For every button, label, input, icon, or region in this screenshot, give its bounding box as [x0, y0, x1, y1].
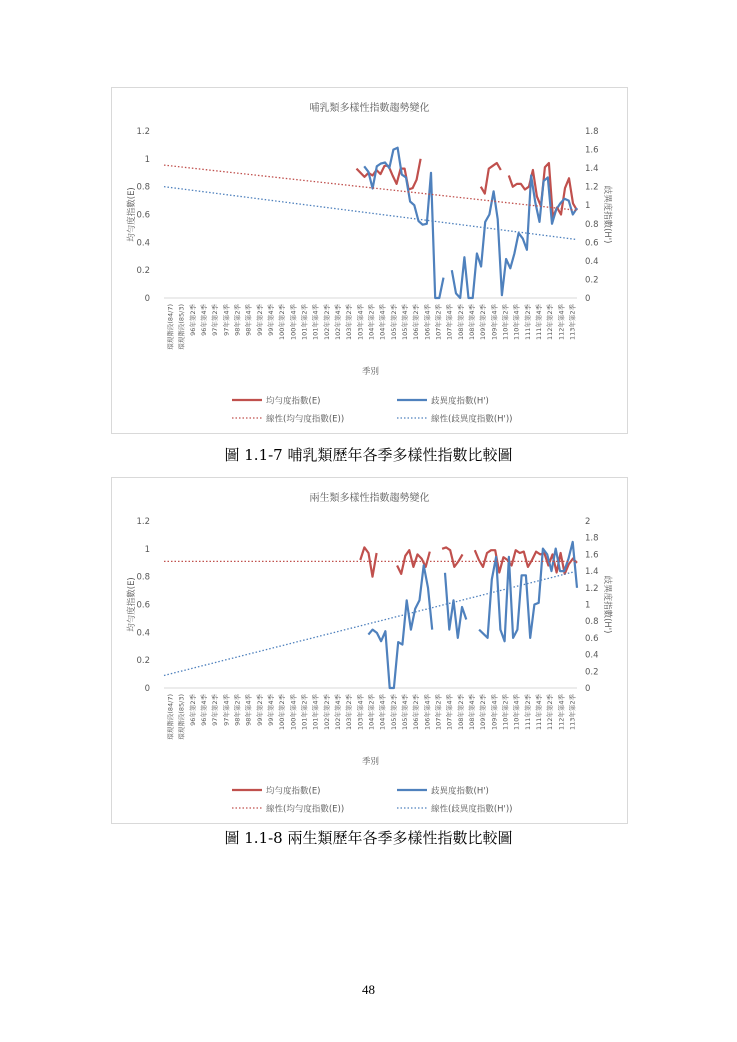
- x-tick-label: 100年第2季: [278, 304, 287, 341]
- legend-label: 線性(均勻度指數(E)): [266, 414, 345, 425]
- legend-label: 歧異度指數(H'): [431, 396, 489, 407]
- y2-tick-label: 1.2: [585, 182, 599, 193]
- x-tick-label: 106年第2季: [412, 304, 421, 341]
- x-tick-label: 110年第4季: [512, 304, 521, 341]
- x-tick-label: 105年第2季: [389, 694, 398, 731]
- x-tick-label: 98年第4季: [244, 304, 253, 336]
- legend-item: [397, 804, 513, 815]
- y2-tick-label: 1.8: [585, 533, 599, 544]
- x-tick-label: 97年第2季: [211, 694, 220, 726]
- y-tick-label: 1: [144, 154, 150, 165]
- x-tick-label: 103年第4季: [356, 304, 365, 341]
- x-tick-label: 112年第2季: [546, 694, 555, 731]
- x-tick-label: 102年第2季: [322, 304, 331, 341]
- y2-tick-label: 0.6: [585, 238, 599, 249]
- trendline-evenness: [164, 165, 577, 210]
- y-tick-label: 0.4: [136, 628, 150, 639]
- legend-item: [232, 786, 321, 797]
- x-tick-label: 環現階段(85/3): [177, 694, 186, 740]
- y-tick-label: 1.2: [136, 127, 150, 137]
- y-tick-label: 0.4: [136, 238, 150, 249]
- x-tick-label: 108年第2季: [456, 694, 465, 731]
- x-tick-label: 104年第4季: [378, 304, 387, 341]
- y2-tick-label: 0.4: [585, 650, 599, 661]
- x-tick-label: 107年第2季: [434, 694, 443, 731]
- x-tick-label: 111年第4季: [534, 304, 543, 341]
- x-tick-label: 106年第4季: [423, 304, 432, 341]
- chart-title: 兩生類多樣性指數趨勢變化: [309, 493, 430, 504]
- y2-tick-label: 0: [585, 684, 591, 694]
- x-tick-label: 110年第4季: [512, 694, 521, 731]
- x-tick-label: 101年第4季: [311, 694, 320, 731]
- x-tick-label: 107年第4季: [445, 304, 454, 341]
- y-tick-label: 0.8: [136, 572, 150, 583]
- y-axis-title: 均勻度指數(E): [127, 577, 137, 632]
- page-number: 48: [362, 982, 375, 997]
- y2-tick-label: 0.8: [585, 617, 599, 628]
- y2-tick-label: 1.2: [585, 583, 599, 594]
- legend-label: 線性(歧異度指數(H')): [431, 414, 513, 425]
- x-tick-label: 96年第4季: [200, 304, 209, 336]
- x-tick-label: 環現階段(84/7): [166, 304, 175, 350]
- y2-tick-label: 1.4: [585, 567, 599, 578]
- y-tick-label: 0: [144, 294, 150, 304]
- legend-item: [397, 396, 489, 407]
- x-tick-label: 112年第4季: [557, 304, 566, 341]
- trendline-diversity: [164, 571, 577, 675]
- legend-label: 均勻度指數(E): [266, 396, 321, 407]
- chart-svg: [112, 478, 627, 823]
- y-tick-label: 0: [144, 684, 150, 694]
- figure-caption-1: 圖 1.1-7 哺乳類歷年各季多樣性指數比較圖: [224, 446, 513, 464]
- x-tick-label: 100年第4季: [289, 304, 298, 341]
- y-axis-title: 均勻度指數(E): [127, 187, 137, 242]
- x-tick-label: 104年第2季: [367, 694, 376, 731]
- y2-tick-label: 1.6: [585, 550, 599, 561]
- x-tick-label: 105年第4季: [400, 304, 409, 341]
- y-tick-label: 0.6: [136, 600, 150, 611]
- legend-item: [397, 786, 489, 797]
- x-tick-label: 107年第4季: [445, 694, 454, 731]
- x-tick-label: 環現階段(84/7): [166, 694, 175, 740]
- x-tick-label: 101年第2季: [300, 304, 309, 341]
- y-tick-label: 0.2: [136, 266, 150, 277]
- chart-svg: [112, 88, 627, 433]
- x-tick-label: 105年第2季: [389, 304, 398, 341]
- x-tick-label: 環現階段(85/3): [177, 304, 186, 350]
- x-tick-label: 103年第4季: [356, 694, 365, 731]
- legend-item: [232, 804, 344, 815]
- figure-caption-2: 圖 1.1-8 兩生類歷年各季多樣性指數比較圖: [224, 829, 513, 847]
- x-tick-label: 109年第4季: [490, 694, 499, 731]
- y2-tick-label: 1.8: [585, 127, 599, 137]
- y2-axis-title: 歧異度指數(H'): [602, 575, 612, 634]
- x-tick-label: 111年第2季: [523, 694, 532, 731]
- x-tick-label: 96年第2季: [188, 694, 197, 726]
- series-line-diversity: [368, 542, 577, 688]
- x-tick-label: 97年第4季: [222, 304, 231, 336]
- legend-label: 均勻度指數(E): [266, 786, 321, 797]
- x-tick-label: 103年第2季: [345, 694, 354, 731]
- legend-item: [232, 414, 344, 425]
- y2-tick-label: 1.6: [585, 145, 599, 156]
- x-tick-label: 99年第4季: [267, 694, 276, 726]
- x-tick-label: 108年第4季: [467, 304, 476, 341]
- y2-tick-label: 0.6: [585, 633, 599, 644]
- x-tick-label: 96年第4季: [200, 694, 209, 726]
- y2-axis-title: 歧異度指數(H'): [602, 185, 612, 244]
- x-tick-label: 99年第2季: [255, 304, 264, 336]
- x-tick-label: 112年第4季: [557, 694, 566, 731]
- legend-item: [232, 396, 321, 407]
- x-tick-label: 102年第4季: [334, 304, 343, 341]
- x-tick-label: 102年第4季: [334, 694, 343, 731]
- y2-tick-label: 0.8: [585, 219, 599, 230]
- x-tick-label: 98年第4季: [244, 694, 253, 726]
- legend-label: 歧異度指數(H'): [431, 786, 489, 797]
- x-tick-label: 113年第2季: [568, 304, 577, 341]
- legend-label: 線性(均勻度指數(E)): [266, 804, 345, 815]
- x-tick-label: 102年第2季: [322, 694, 331, 731]
- x-axis-title: 季別: [361, 367, 380, 377]
- x-tick-label: 96年第2季: [188, 304, 197, 336]
- chart-title: 哺乳類多樣性指數趨勢變化: [309, 103, 430, 114]
- y-tick-label: 0.6: [136, 210, 150, 221]
- trendline-diversity: [164, 187, 577, 240]
- x-tick-label: 108年第2季: [456, 304, 465, 341]
- x-tick-label: 100年第4季: [289, 694, 298, 731]
- y-tick-label: 1: [144, 544, 150, 555]
- legend-item: [397, 414, 513, 425]
- x-tick-label: 105年第4季: [400, 694, 409, 731]
- x-tick-label: 100年第2季: [278, 694, 287, 731]
- x-axis-title: 季別: [361, 757, 380, 767]
- x-tick-label: 109年第2季: [479, 304, 488, 341]
- x-tick-label: 110年第2季: [501, 694, 510, 731]
- y2-tick-label: 0.2: [585, 667, 599, 678]
- y-tick-label: 1.2: [136, 517, 150, 527]
- y2-tick-label: 0.2: [585, 275, 599, 286]
- x-tick-label: 111年第2季: [523, 304, 532, 341]
- x-tick-label: 103年第2季: [345, 304, 354, 341]
- x-tick-label: 112年第2季: [546, 304, 555, 341]
- x-tick-label: 97年第2季: [211, 304, 220, 336]
- y2-tick-label: 1.4: [585, 164, 599, 175]
- y2-tick-label: 1: [585, 201, 591, 212]
- x-tick-label: 111年第4季: [534, 694, 543, 731]
- x-tick-label: 110年第2季: [501, 304, 510, 341]
- y-tick-label: 0.2: [136, 656, 150, 667]
- y2-tick-label: 0.4: [585, 256, 599, 267]
- x-tick-label: 98年第2季: [233, 304, 242, 336]
- y2-tick-label: 2: [585, 517, 591, 527]
- x-tick-label: 109年第4季: [490, 304, 499, 341]
- legend-label: 線性(歧異度指數(H')): [431, 804, 513, 815]
- y-tick-label: 0.8: [136, 182, 150, 193]
- x-tick-label: 106年第4季: [423, 694, 432, 731]
- x-tick-label: 104年第4季: [378, 694, 387, 731]
- x-tick-label: 109年第2季: [479, 694, 488, 731]
- x-tick-label: 101年第4季: [311, 304, 320, 341]
- x-tick-label: 106年第2季: [412, 694, 421, 731]
- x-tick-label: 101年第2季: [300, 694, 309, 731]
- y2-tick-label: 0: [585, 294, 591, 304]
- x-tick-label: 99年第2季: [255, 694, 264, 726]
- x-tick-label: 107年第2季: [434, 304, 443, 341]
- x-tick-label: 99年第4季: [267, 304, 276, 336]
- x-tick-label: 104年第2季: [367, 304, 376, 341]
- mammal-diversity-chart: [111, 87, 628, 434]
- y2-tick-label: 1: [585, 600, 591, 611]
- amphibian-diversity-chart: [111, 477, 628, 824]
- x-tick-label: 97年第4季: [222, 694, 231, 726]
- x-tick-label: 113年第2季: [568, 694, 577, 731]
- x-tick-label: 98年第2季: [233, 694, 242, 726]
- x-tick-label: 108年第4季: [467, 694, 476, 731]
